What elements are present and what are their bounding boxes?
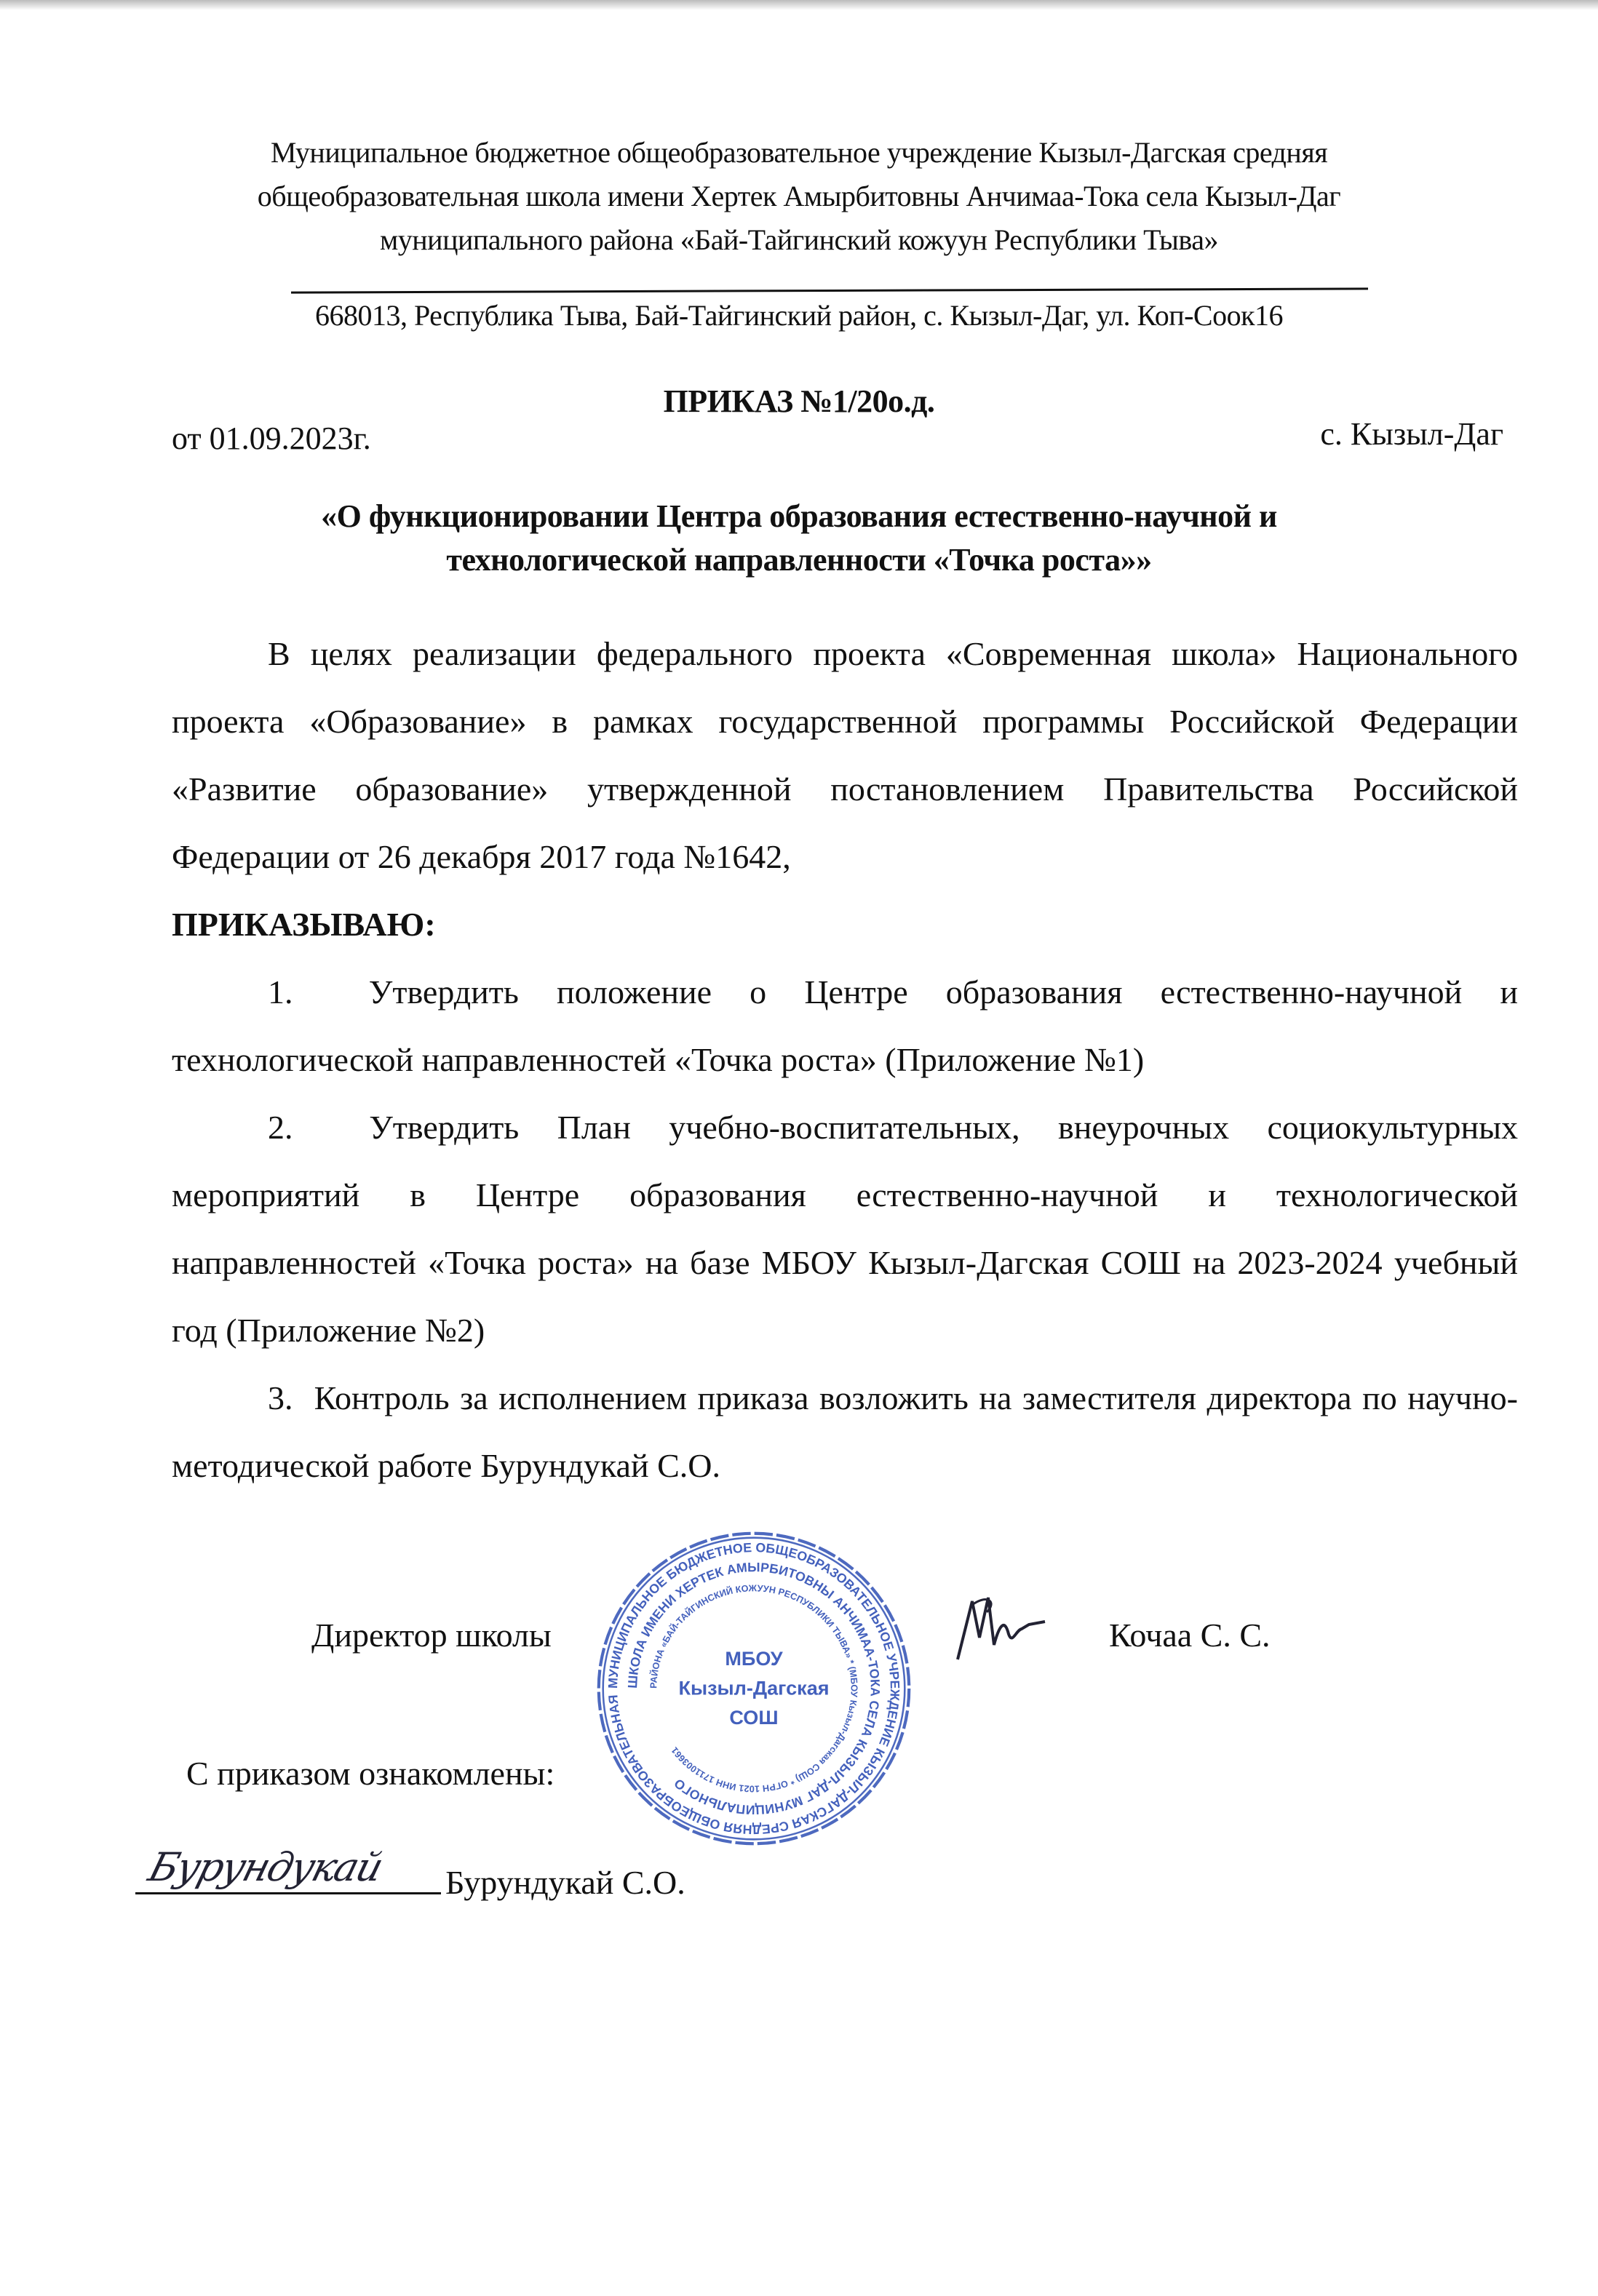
signature-position: Директор школы [311, 1617, 552, 1654]
stamp-inner-ring: РАЙОНА «БАЙ-ТАЙГИНСКИЙ КОЖУУН РЕСПУБЛИКИ ТЫВА» * (МБОУ Кызыл-Дагская СОШ) * ОГРН 1021 ИНН 1711003661 [648, 1583, 859, 1794]
address: 668013, Республика Тыва, Бай-Тайгинский район, с. Кызыл-Даг, ул. Коп-Соок16 [314, 299, 1284, 332]
stamp-center-line: Кызыл-Дагская [678, 1676, 830, 1699]
preamble: В целях реализации федерального проекта «Современная школа» Национального проекта «Образование» в рамках государственной программы Российской Федерации «Развитие образование» утвержденной постановлением Правительства Российской Федерации от 26 декабря 2017 года №1642, [172, 635, 1518, 875]
acknowledgement-label: С приказом ознакомлены: [186, 1755, 555, 1792]
order-word: ПРИКАЗЫВАЮ: [172, 906, 436, 943]
order-body [143, 620, 1519, 1921]
school-stamp [594, 1528, 914, 1849]
acknowledgement-signature-line [135, 1827, 441, 1894]
item-number: 1. [268, 973, 293, 1011]
acknowledgement-name: Бурундукай С.О. [445, 1864, 685, 1901]
stamp-outer-ring: МУНИЦИПАЛЬНОЕ БЮДЖЕТНОЕ ОБЩЕОБРАЗОВАТЕЛЬНОЕ УЧРЕЖДЕНИЕ КЫЗЫЛ-ДАГСКАЯ СРЕДНЯЯ ОБЩЕОБРАЗОВАТЕЛЬНАЯ [605, 1540, 903, 1837]
stamp-middle-ring: ШКОЛА ИМЕНИ ХЕРТЕК АМЫРБИТОВНЫ АНЧИМАА-ТОКА СЕЛА КЫЗЫЛ-ДАГ МУНИЦИПАЛЬНОГО [625, 1560, 883, 1817]
scan-edge [0, 0, 1598, 10]
stamp-center-line: МБОУ [725, 1646, 783, 1670]
order-date: от 01.09.2023г. [172, 420, 371, 456]
item-text: Утвердить положение о Центре образования естественно-научной и технологической направленностей «Точка роста» (Приложение №1) [172, 973, 1518, 1078]
stamp-center-line: СОШ [729, 1706, 779, 1729]
order-title [0, 495, 1598, 582]
item-text: Контроль за исполнением приказа возложить на заместителя директора по научно-методической работе Бурундукай С.О. [172, 1379, 1519, 1484]
item-text: Утвердить План учебно-воспитательных, внеурочных социокультурных мероприятий в Центре образования естественно-научной и технологической направленностей «Точка роста» на базе МБОУ Кызыл-Дагская СОШ на 2023-2024 учебный год (Приложение №2) [172, 1109, 1519, 1349]
org-line: Муниципальное бюджетное общеобразовательное учреждение Кызыл-Дагская средняя [270, 136, 1328, 169]
org-line: общеобразовательная школа имени Хертек Амырбитовны Анчимаа-Тока села Кызыл-Даг [257, 180, 1341, 212]
title-line: «О функционировании Центра образования естественно-научной и [321, 498, 1277, 534]
handwritten-signature: Бурундукай [143, 1844, 387, 1890]
org-header [0, 131, 1598, 262]
order-number: ПРИКАЗ №1/20о.д. [663, 383, 935, 419]
order-place: с. Кызыл-Даг [1320, 416, 1503, 452]
item-number: 3. [268, 1379, 293, 1416]
director-signature [943, 1579, 1052, 1681]
title-line: технологической направленности «Точка роста»» [446, 542, 1152, 578]
order-item-2 [172, 1093, 1518, 1364]
order-item-3 [172, 1364, 1518, 1499]
item-number: 2. [268, 1109, 293, 1146]
order-item-1 [172, 958, 1518, 1093]
signature-block [143, 1540, 1518, 1921]
header-divider [291, 287, 1368, 293]
signature-name: Кочаа С. С. [1109, 1617, 1271, 1654]
org-line: муниципального района «Бай-Тайгинский кожуун Республики Тыва» [379, 223, 1219, 256]
